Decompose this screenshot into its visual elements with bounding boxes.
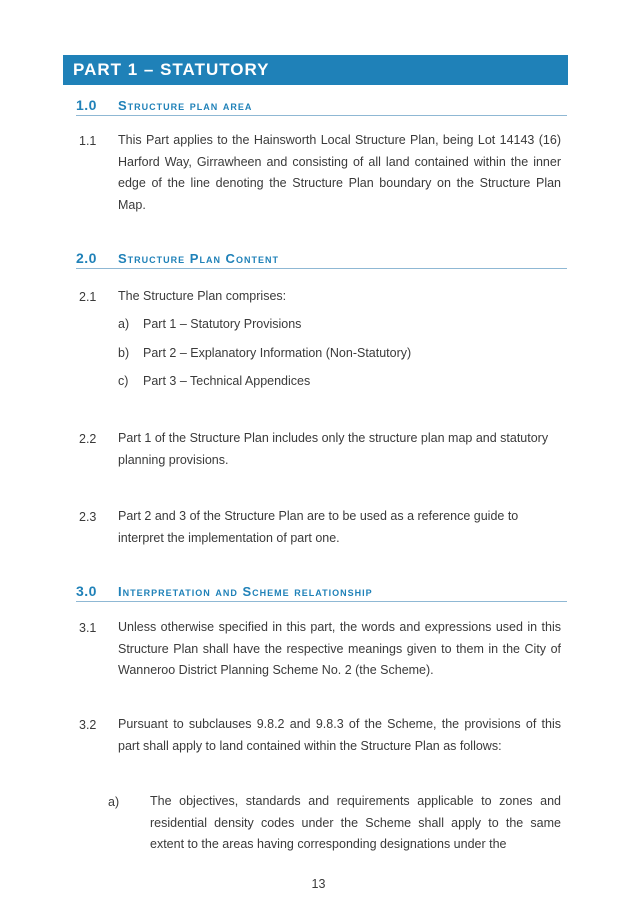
paragraph-number: 2.1 — [79, 290, 97, 304]
paragraph-2-1: The Structure Plan comprises: — [118, 289, 287, 303]
page-number: 13 — [311, 877, 326, 891]
paragraph-3-2: Pursuant to subclauses 9.8.2 and 9.8.3 of the Scheme, the provisions of this part shall apply to land contained within the Structure Plan as follows: — [118, 717, 561, 753]
section-heading-3 — [76, 583, 567, 602]
paragraph-3-1: Unless otherwise specified in this part, the words and expressions used in this Structure Plan shall have the respective meanings given to them in the City of Wanneroo District Planning Scheme No. 2 (the Scheme). — [118, 620, 561, 677]
paragraph-number: 1.1 — [79, 134, 97, 148]
sub-item-label: a) — [108, 795, 120, 809]
section-number: 2.0 — [76, 250, 97, 266]
section-title: Interpretation and Scheme relationship — [118, 584, 373, 599]
part-banner: PART 1 – STATUTORY — [63, 55, 568, 85]
paragraph-number: 2.2 — [79, 432, 97, 446]
section-number: 3.0 — [76, 583, 97, 599]
section-number: 1.0 — [76, 97, 97, 113]
paragraph-number: 3.2 — [79, 718, 97, 732]
list-item: Part 2 – Explanatory Information (Non-Statutory) — [143, 346, 412, 360]
paragraph-2-2: Part 1 of the Structure Plan includes only the structure plan map and statutory planning provisions. — [118, 431, 549, 467]
paragraph-2-3: Part 2 and 3 of the Structure Plan are to be used as a reference guide to interpret the implementation of part one. — [118, 509, 519, 545]
list-item: Part 1 – Statutory Provisions — [143, 317, 302, 331]
paragraph-number: 2.3 — [79, 510, 97, 524]
section-title: Structure plan area — [118, 98, 253, 113]
list-item-label: b) — [118, 346, 130, 360]
list-item: Part 3 – Technical Appendices — [143, 374, 311, 388]
list-item-label: c) — [118, 374, 129, 388]
section-heading-1 — [76, 97, 567, 116]
section-title: Structure Plan Content — [118, 251, 279, 266]
sub-item-a: The objectives, standards and requirements applicable to zones and residential density codes under the Scheme shall apply to the same extent to the areas having corresponding designations under the — [150, 794, 561, 851]
paragraph-number: 3.1 — [79, 621, 97, 635]
list-item-label: a) — [118, 317, 130, 331]
paragraph-1-1: This Part applies to the Hainsworth Local Structure Plan, being Lot 14143 (16) Harford Way, Girrawheen and consisting of all land contained within the inner edge of the line denoting the Structure Plan boundary on the Structure Plan Map. — [118, 133, 561, 212]
section-heading-2 — [76, 250, 567, 269]
